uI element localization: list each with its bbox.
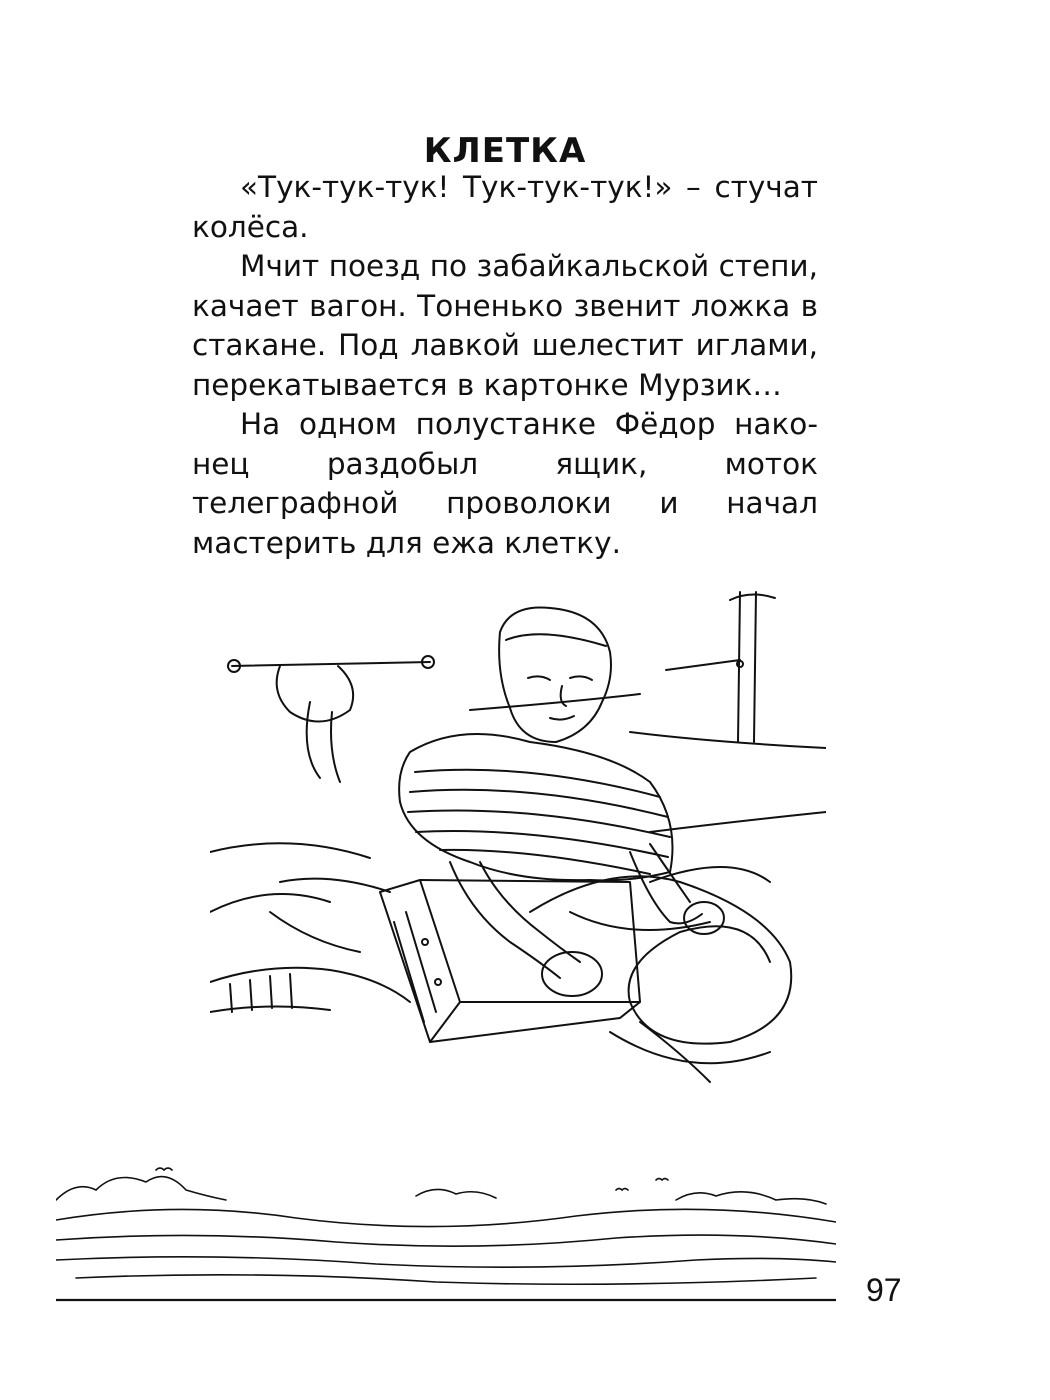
hills bbox=[56, 1209, 836, 1300]
birds bbox=[156, 1168, 668, 1190]
boy-with-cage-illustration bbox=[210, 582, 826, 1112]
boy-head bbox=[499, 608, 611, 743]
telegraph-pole bbox=[666, 592, 775, 742]
paragraph-3: На одном полустанке Фёдор нако-нец раздобыл ящик, моток телеграфной проволоки и начал мастерить для ежа клетку. bbox=[192, 407, 818, 560]
striped-shirt bbox=[399, 734, 672, 880]
wire-coil bbox=[530, 867, 791, 1063]
clouds bbox=[56, 1177, 826, 1204]
paragraph-1: «Тук-тук-тук! Тук-тук-тук!» – стучат колёса. bbox=[192, 170, 818, 244]
body-text bbox=[192, 168, 818, 563]
steppe-landscape-vignette bbox=[56, 1160, 836, 1310]
page-number: 97 bbox=[866, 1272, 902, 1308]
paragraph-2: Мчит поезд по забайкальской степи, качает вагон. Тоненько звенит ложка в стакане. Под лавкой шелестит иглами, перекатывается в картонке Мурзик… bbox=[192, 249, 818, 402]
chapter-title: КЛЕТКА bbox=[423, 130, 587, 171]
boy-legs bbox=[210, 879, 710, 1082]
